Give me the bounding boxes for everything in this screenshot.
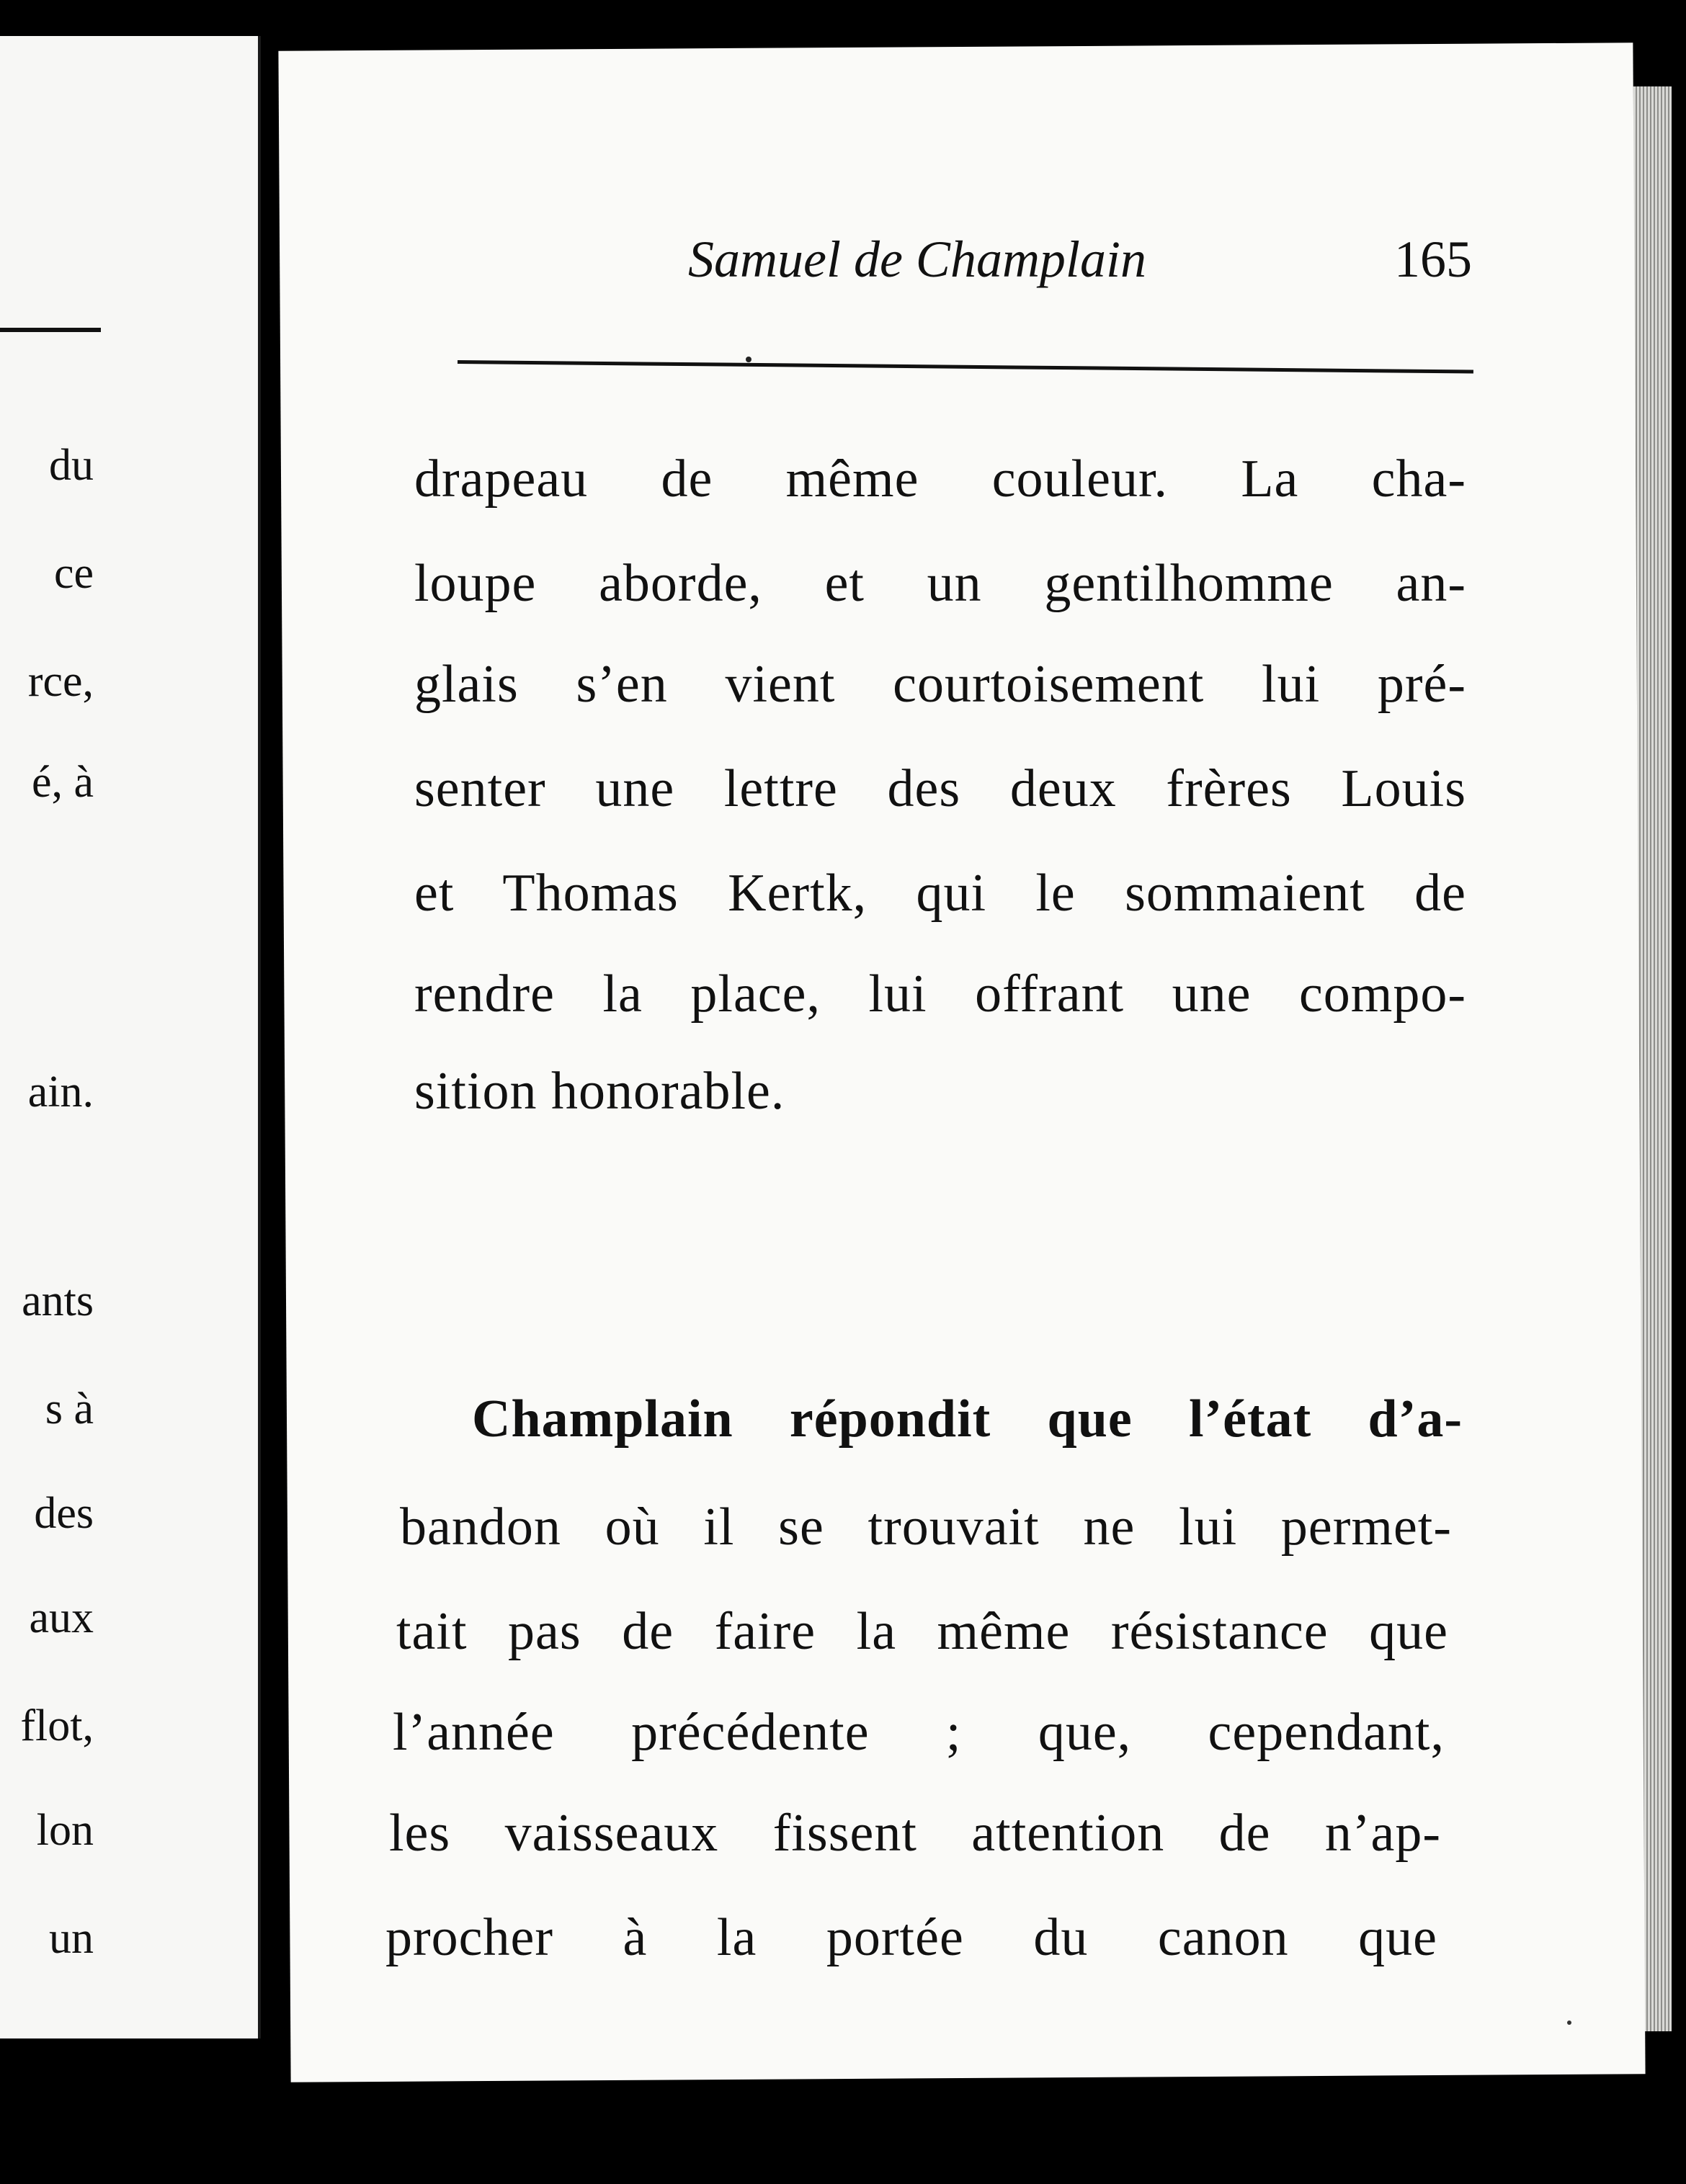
- previous-page-fragment: flot,: [20, 1701, 94, 1750]
- ink-speck: [746, 357, 751, 362]
- previous-page-fragment: ce: [53, 549, 94, 598]
- text-line: les vaisseaux fissent attention de n’ap-: [389, 1804, 1441, 1863]
- previous-page-fragment: du: [49, 441, 94, 490]
- text-line: Champlain répondit que l’état d’a-: [472, 1389, 1463, 1449]
- previous-page-fragment: ain.: [27, 1068, 94, 1116]
- text-line: procher à la portée du canon que: [385, 1908, 1437, 1967]
- previous-page-head-rule: [0, 328, 101, 332]
- page-number: 165: [1394, 231, 1472, 288]
- previous-page-fragment: aux: [29, 1593, 94, 1642]
- previous-page-fragment: s à: [45, 1384, 94, 1433]
- previous-page-fragment: lon: [36, 1806, 94, 1855]
- text-line: loupe aborde, et un gentilhomme an-: [414, 554, 1466, 613]
- text-line: et Thomas Kertk, qui le sommaient de: [414, 864, 1466, 923]
- text-line: bandon où il se trouvait ne lui permet-: [400, 1498, 1452, 1557]
- text-line: senter une lettre des deux frères Louis: [414, 759, 1466, 818]
- running-title: Samuel de Champlain: [688, 231, 1146, 288]
- text-line: drapeau de même couleur. La cha-: [414, 449, 1466, 509]
- previous-page-fragment: un: [49, 1914, 94, 1963]
- text-line: tait pas de faire la même résistance que: [396, 1602, 1448, 1661]
- text-line: l’année précédente ; que, cependant,: [393, 1703, 1445, 1762]
- previous-page-fragment: rce,: [27, 657, 94, 706]
- previous-page-fragment: des: [34, 1489, 94, 1538]
- text-line: glais s’en vient courtoisement lui pré-: [414, 655, 1466, 714]
- previous-page-fragment: ants: [22, 1276, 94, 1325]
- text-line: sition honorable.: [414, 1062, 785, 1121]
- ink-speck: [1567, 2020, 1571, 2025]
- previous-page-strip: [0, 36, 261, 2038]
- previous-page-fragment: é, à: [31, 758, 94, 807]
- running-head: [403, 223, 1484, 295]
- text-line: rendre la place, lui offrant une compo-: [414, 965, 1466, 1024]
